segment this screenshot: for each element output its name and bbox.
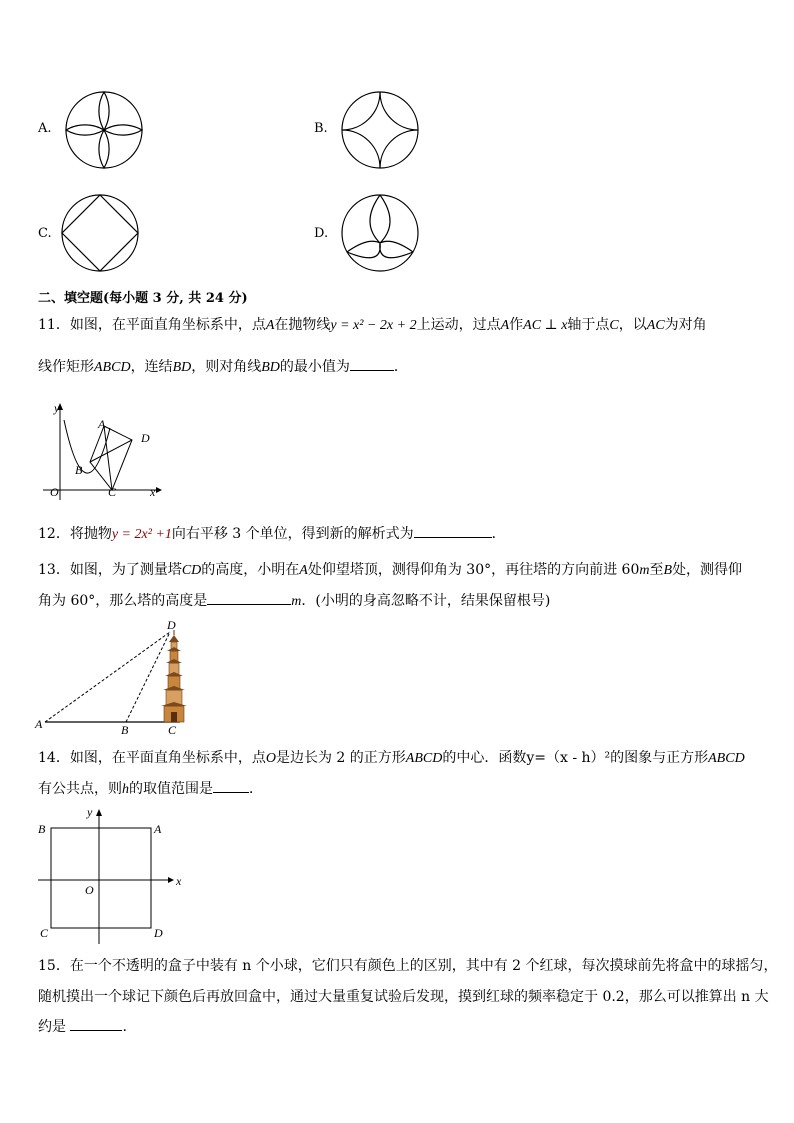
q11-text: 为对角 (664, 317, 707, 333)
q15-text: 约是 (38, 1019, 66, 1035)
q14-var-o: O (265, 751, 276, 766)
option-a-figure (64, 90, 144, 170)
q14-var-h: h (122, 782, 129, 797)
q13-text: ．(小明的身高忽略不计，结果保留根号) (301, 593, 551, 609)
q11-text: 在抛物线 (274, 317, 331, 333)
q13-fig-label-d: D (167, 618, 176, 632)
q11-text: ，以 (618, 317, 647, 333)
q11-parabola-eq: = x² − 2x + 2 (336, 318, 417, 333)
q11-fig-label-d: D (141, 431, 150, 445)
q11-var-ac: AC (646, 318, 665, 333)
option-a-label: A. (38, 121, 52, 136)
q12-text: 向右平移 3 个单位，得到新的解析式为 (171, 526, 414, 542)
q12-text: ． (491, 526, 506, 542)
q13-text: 13．如图，为了测量塔 (38, 562, 182, 578)
q11-text: 轴于点 (567, 317, 610, 333)
q11-text: 作 (509, 317, 524, 333)
q11-text: 11．如图，在平面直角坐标系中，点 (38, 317, 266, 333)
q13-var-a: A (299, 563, 308, 578)
q12-equation: y = 2x² +1 (111, 527, 172, 542)
q11-fig-label-b: B (75, 463, 83, 477)
q14-text: 有公共点，则 (38, 781, 122, 797)
q15-text: . (122, 1019, 127, 1035)
q12-text: 12．将抛物 (38, 526, 112, 542)
q13-var-b: B (663, 563, 673, 578)
q13-text: 的高度，小明在 (201, 562, 300, 578)
q14-figure (34, 804, 194, 949)
q11-var-bd: BD (172, 360, 192, 375)
q14-line1 (38, 751, 745, 766)
q11-line2 (38, 360, 408, 375)
q12-answer-blank[interactable] (414, 537, 492, 538)
q13-answer-blank[interactable] (207, 604, 291, 605)
q11-text: 上运动，过点 (416, 317, 501, 333)
q14-line2 (38, 782, 263, 797)
q13-text: 处仰望塔顶，测得仰角为 30°，再往塔的方向前进 60 (307, 562, 640, 578)
q14-text: 14．如图，在平面直角坐标系中，点 (38, 750, 266, 766)
pagoda-icon (161, 630, 187, 722)
q14-var-abcd: ABCD (405, 751, 443, 766)
q14-function: y=（x - h）² (526, 750, 611, 766)
q14-fig-label-a: A (154, 822, 162, 836)
q11-var-a: A (500, 318, 510, 333)
q13-fig-label-b: B (121, 723, 129, 737)
option-b-figure (340, 90, 420, 170)
q12-line (38, 527, 506, 542)
q13-text: 至 (649, 562, 664, 578)
section-title: 二、填空题(每小题 3 分, 共 24 分) (38, 291, 248, 306)
option-c-label: C. (38, 226, 52, 241)
q13-fig-label-a: A (35, 717, 43, 731)
q13-unit-m: m (291, 594, 302, 609)
q11-var-a: A (265, 318, 275, 333)
option-d-figure (340, 193, 420, 273)
q11-var-y: y (330, 318, 337, 333)
q11-text: 线作矩形 (38, 359, 94, 375)
q14-fig-label-c: C (40, 926, 49, 940)
q11-fig-label-c: C (108, 485, 117, 499)
q11-fig-label-x: x (150, 485, 156, 499)
q13-var-cd: CD (181, 563, 202, 578)
q14-fig-label-d: D (154, 926, 163, 940)
q13-line1 (38, 563, 742, 578)
q13-fig-label-c: C (168, 723, 177, 737)
q13-figure (30, 618, 190, 738)
q11-answer-blank[interactable] (350, 370, 394, 371)
q11-fig-label-a: A (98, 417, 106, 431)
q11-var-bd: BD (261, 360, 280, 375)
q14-text: ． (249, 781, 263, 797)
q13-text: 角为 60°，那么塔的高度是 (38, 593, 208, 609)
q11-fig-label-o: O (50, 485, 59, 499)
q11-var-abcd: ABCD (94, 360, 131, 375)
q11-var-c: C (609, 318, 619, 333)
q15-answer-blank[interactable] (70, 1030, 122, 1031)
q14-text: 是边长为 2 的正方形 (275, 750, 406, 766)
q14-var-abcd: ABCD (708, 751, 745, 766)
q14-fig-label-y: y (87, 805, 93, 819)
q11-text: ，则对角线 (191, 359, 262, 375)
q15-line3 (38, 1020, 127, 1034)
q14-text: 的图象与正方形 (610, 750, 709, 766)
q13-line2 (38, 594, 550, 609)
q13-text: 处，测得仰 (672, 562, 743, 578)
q11-line1 (38, 318, 707, 333)
q14-fig-label-b: B (38, 822, 46, 836)
q11-text: ． (393, 359, 408, 375)
option-b-label: B. (314, 121, 328, 136)
q14-fig-label-x: x (176, 874, 182, 888)
q11-perp: AC ⊥ x (523, 318, 568, 333)
q13-unit-m: m (639, 563, 650, 578)
q14-fig-label-o: O (85, 883, 94, 897)
q11-figure (38, 398, 168, 502)
q11-text: 的最小值为 (279, 359, 350, 375)
q11-text: ，连结 (130, 359, 173, 375)
q14-text: 的中心．函数 (442, 750, 527, 766)
q14-text: 的取值范围是 (129, 781, 213, 797)
q14-answer-blank[interactable] (213, 792, 249, 793)
option-c-figure (60, 193, 140, 273)
q11-fig-label-y: y (54, 401, 60, 415)
q15-line1: 15．在一个不透明的盒子中装有 n 个小球，它们只有颜色上的区别，其中有 2 个红球，每次摸球前先将盒中的球摇匀， (38, 958, 778, 974)
option-d-label: D. (314, 226, 329, 241)
q15-line2: 随机摸出一个球记下颜色后再放回盒中，通过大量重复试验后发现，摸到红球的频率稳定于 0.2，那么可以推算出 n 大 (38, 989, 769, 1005)
